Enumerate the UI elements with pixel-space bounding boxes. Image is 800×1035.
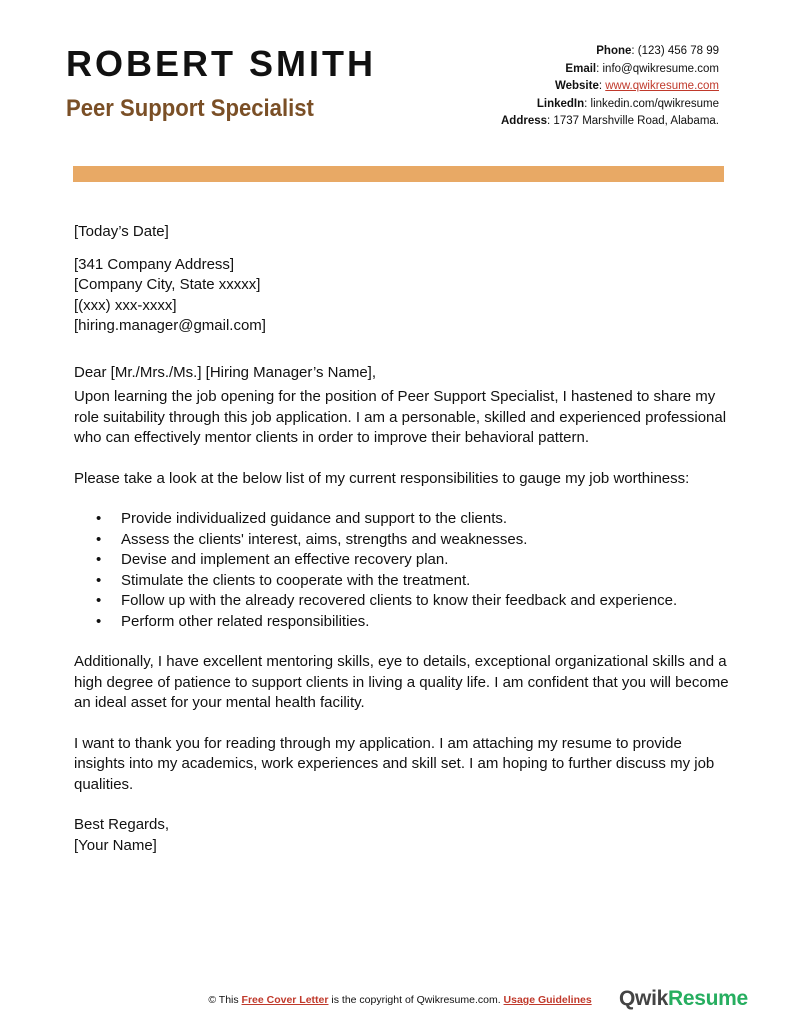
email-label: Email: [565, 62, 597, 75]
qwikresume-logo[interactable]: [619, 987, 748, 1011]
address-line: [hiring.manager@gmail.com]: [74, 317, 266, 334]
contact-linkedin: LinkedIn: linkedin.com/qwikresume: [536, 97, 719, 110]
linkedin-value[interactable]: linkedin.com/qwikresume: [590, 97, 719, 110]
bullet-icon: •: [96, 551, 102, 568]
accent-divider: [73, 166, 724, 182]
bullet-icon: •: [96, 592, 102, 609]
list-intro: Please take a look at the below list of my current responsibilities to gauge my job worthiness:: [74, 469, 690, 487]
linkedin-label: LinkedIn: [536, 97, 585, 110]
address-label: Address: [501, 115, 548, 127]
phone-value: (123) 456 78 99: [637, 45, 719, 57]
intro-paragraph: Upon learning the job opening for the position of Peer Support Specialist, I hastened to share my role suitability through this job application. I am a personable, skilled and experienced professional who can effectively mentor clients in order to improve their behavioral pattern.: [74, 388, 727, 446]
letter-body: [74, 222, 734, 856]
closing-paragraph: I want to thank you for reading through my application. I am attaching my resume to provide insights into my academics, work experiences and skill set. I am hoping to further discuss my job qualities.: [74, 734, 715, 793]
contact-phone: Phone: (123) 456 78 99: [596, 45, 719, 57]
bullet-icon: •: [96, 510, 102, 527]
sign-off: Best Regards,: [74, 816, 170, 833]
bullet-icon: •: [96, 612, 102, 630]
contact-address: Address: 1737 Marshville Road, Alabama.: [501, 115, 719, 127]
list-item: • Provide individualized guidance and support to the clients.: [121, 509, 734, 530]
email-value[interactable]: info@qwikresume.com: [602, 62, 719, 75]
applicant-name: ROBERT SMITH: [66, 43, 376, 84]
signature-name: [Your Name]: [74, 836, 157, 854]
logo-part-qwik: Qwik: [619, 987, 668, 1010]
letter-date: [Today’s Date]: [74, 223, 169, 240]
usage-guidelines-link[interactable]: Usage Guidelines: [503, 994, 592, 1006]
address-line: [341 Company Address]: [74, 255, 235, 273]
footer-copyright: © This Free Cover Letter is the copyright of Qwikresume.com. Usage Guidelines: [208, 994, 592, 1006]
address-value: 1737 Marshville Road, Alabama.: [553, 115, 719, 127]
address-line: [Company City, State xxxxx]: [74, 276, 261, 293]
address-line: [(xxx) xxx-xxxx]: [74, 296, 177, 314]
list-item: • Devise and implement an effective recovery plan.: [121, 550, 734, 571]
contact-block: [359, 43, 719, 131]
job-title: Peer Support Specialist: [66, 95, 314, 122]
list-item: • Stimulate the clients to cooperate with the treatment.: [121, 571, 734, 592]
contact-website: Website: www.qwikresume.com: [554, 80, 719, 92]
list-item: • Assess the clients' interest, aims, strengths and weaknesses.: [121, 530, 734, 551]
responsibilities-list: [74, 509, 734, 632]
list-item: • Follow up with the already recovered clients to know their feedback and experience.: [121, 591, 734, 612]
contact-email: Email: info@qwikresume.com: [565, 62, 719, 75]
website-link[interactable]: www.qwikresume.com: [605, 80, 719, 92]
skills-paragraph: Additionally, I have excellent mentoring skills, eye to details, exceptional organizational skills and a high degree of patience to support clients in living a quality life. I am confident that you will become an ideal asset for your mental health facility.: [74, 653, 729, 711]
free-cover-letter-link[interactable]: Free Cover Letter: [241, 994, 329, 1006]
salutation: Dear [Mr./Mrs./Ms.] [Hiring Manager’s Name],: [74, 363, 377, 381]
logo-part-resume: Resume: [667, 987, 748, 1010]
bullet-icon: •: [96, 571, 102, 589]
website-label: Website: [554, 80, 599, 92]
list-item: • Perform other related responsibilities.: [121, 612, 734, 633]
bullet-icon: •: [96, 530, 102, 548]
recipient-address: [74, 255, 734, 337]
phone-label: Phone: [596, 45, 632, 57]
